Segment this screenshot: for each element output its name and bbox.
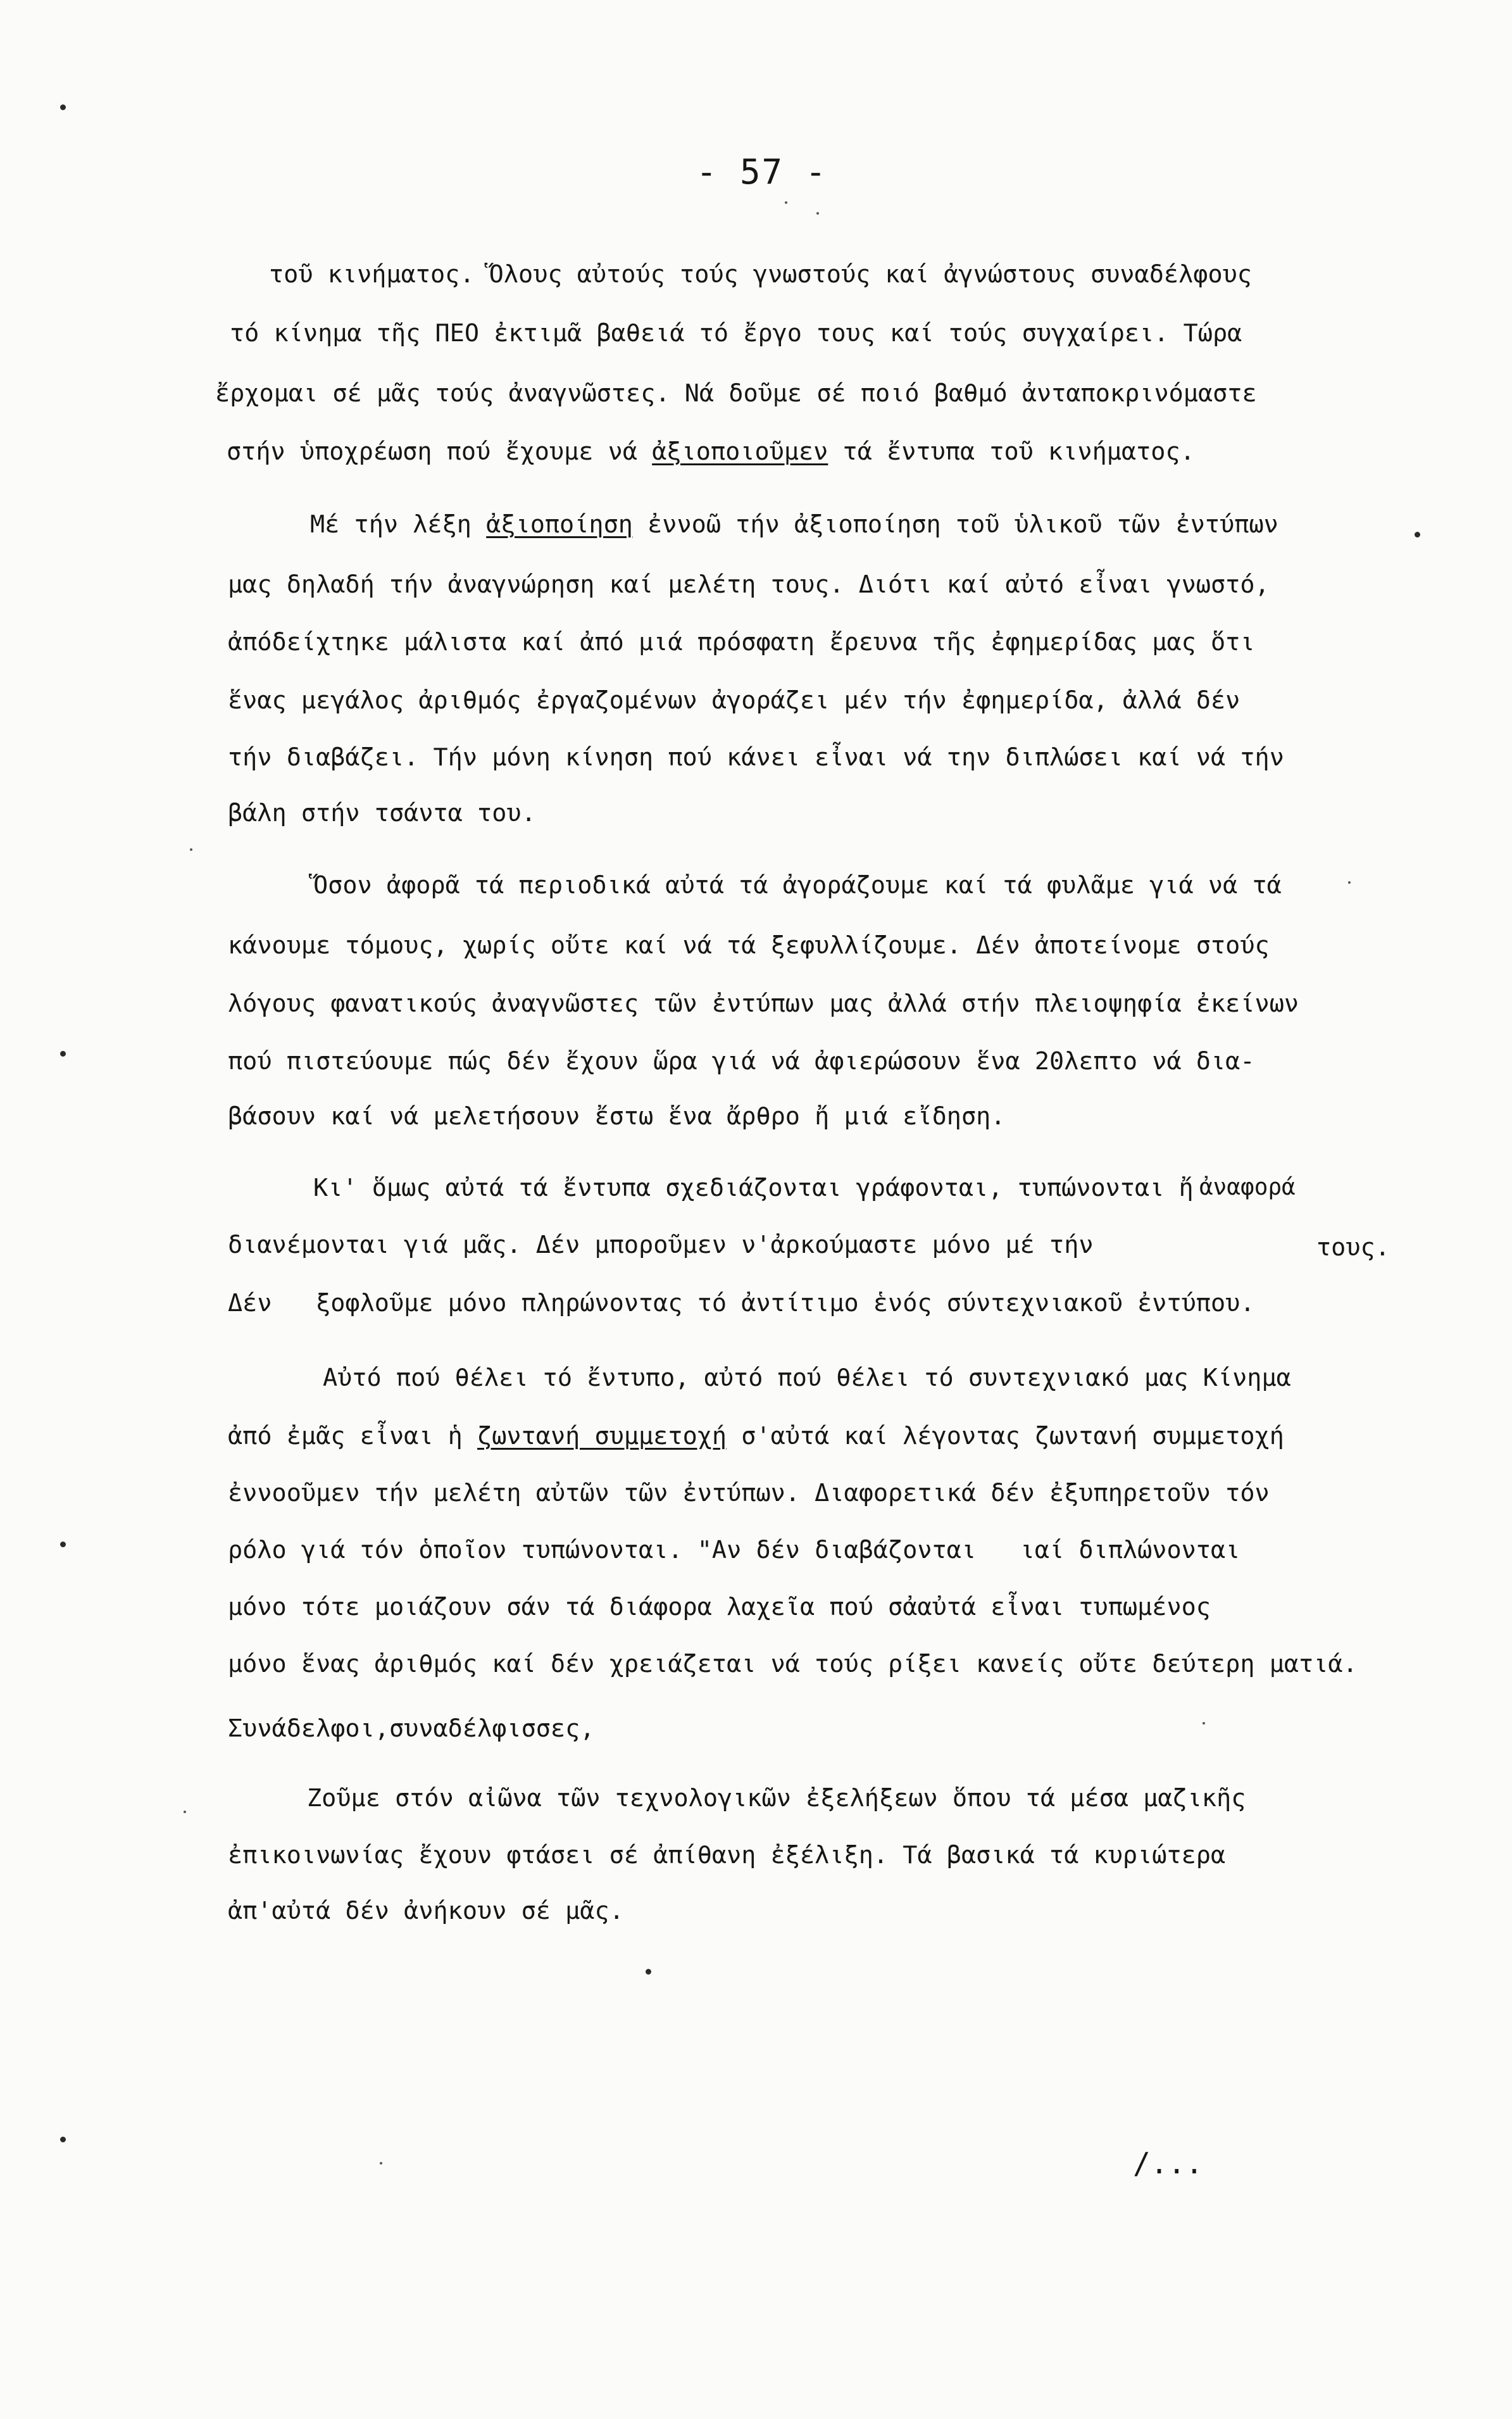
scan-dot bbox=[60, 2137, 66, 2142]
text-segment: στήν ὑποχρέωση πού ἔχουμε νά bbox=[227, 437, 638, 466]
text-line bbox=[227, 437, 1195, 466]
scan-speck bbox=[184, 1811, 186, 1813]
text-line: μόνο τότε μοιάζουν σάν τά διάφορα λαχεῖα πού σἀαὐτά εἶναι τυπωμένος bbox=[228, 1593, 1211, 1621]
text-line: τό κίνημα τῆς ΠΕΟ ἐκτιμᾶ βαθειά τό ἔργο τους καί τούς συγχαίρει. Τώρα bbox=[230, 319, 1242, 348]
text-line: ἐννοοῦμεν τήν μελέτη αὐτῶν τῶν ἐντύπων. Διαφορετικά δέν ἐξυπηρετοῦν τόν bbox=[228, 1479, 1270, 1507]
text-segment: Μέ τήν λέξη bbox=[310, 510, 472, 539]
scan-speck bbox=[1348, 881, 1351, 884]
salutation: Συνάδελφοι,συναδέλφισσες, bbox=[228, 1714, 595, 1743]
text-line: ἐπικοινωνίας ἔχουν φτάσει σέ ἀπίθανη ἐξέλιξη. Τά βασικά τά κυριώτερα bbox=[228, 1841, 1226, 1869]
text-line: Ζοῦμε στόν αἰῶνα τῶν τεχνολογικῶν ἐξελήξεων ὅπου τά μέσα μαζικῆς bbox=[307, 1784, 1246, 1813]
margin-insert: ἀναφορά bbox=[1199, 1174, 1296, 1200]
text-line-end: τους. bbox=[1316, 1233, 1390, 1262]
continuation-mark: /... bbox=[1133, 2146, 1203, 2180]
scan-speck bbox=[816, 212, 819, 215]
scan-dot bbox=[60, 1542, 66, 1547]
text-segment: ἀπό ἐμᾶς εἶναι ἡ bbox=[228, 1422, 463, 1450]
text-line: κάνουμε τόμους, χωρίς οὔτε καί νά τά ξεφυλλίζουμε. Δέν ἀποτείνομε στούς bbox=[228, 931, 1270, 960]
text-line: τοῦ κινήματος. Ὅλους αὐτούς τούς γνωστούς καί ἀγνώστους συναδέλφους bbox=[269, 260, 1252, 289]
text-segment: τά ἔντυπα τοῦ κινήματος. bbox=[828, 437, 1195, 466]
scan-speck bbox=[1203, 1722, 1205, 1725]
text-segment: σ'αὐτά καί λέγοντας ζωντανή συμμετοχή bbox=[727, 1422, 1284, 1450]
text-line: βάσουν καί νά μελετήσουν ἔστω ἕνα ἄρθρο ἤ μιά εἴδηση. bbox=[228, 1102, 1006, 1131]
text-line: ἀπ'αὐτά δέν ἀνήκουν σέ μᾶς. bbox=[228, 1897, 624, 1925]
text-line: τήν διαβάζει. Τήν μόνη κίνηση πού κάνει εἶναι νά την διπλώσει καί νά τήν bbox=[228, 743, 1284, 772]
text-line: λόγους φανατικούς ἀναγνῶστες τῶν ἐντύπων μας ἀλλά στήν πλειοψηφία ἐκείνων bbox=[228, 990, 1299, 1018]
text-line: ἕνας μεγάλος ἀριθμός ἐργαζομένων ἀγοράζει μέν τήν ἐφημερίδα, ἀλλά δέν bbox=[228, 686, 1240, 715]
page-number: - 57 - bbox=[696, 152, 828, 192]
text-line: Αὐτό πού θέλει τό ἔντυπο, αὐτό πού θέλει τό συντεχνιακό μας Κίνημα bbox=[323, 1364, 1291, 1392]
text-line: ἀπόδείχτηκε μάλιστα καί ἀπό μιά πρόσφατη ἔρευνα τῆς ἐφημερίδας μας ὅτι bbox=[228, 628, 1255, 657]
scan-speck bbox=[190, 848, 192, 851]
scan-speck bbox=[785, 201, 787, 204]
underlined-word: ἀξιοποίηση bbox=[486, 510, 633, 539]
scan-dot bbox=[646, 1969, 651, 1975]
text-line: Κι' ὅμως αὐτά τά ἔντυπα σχεδιάζονται γράφονται, τυπώνονται ἤ bbox=[313, 1174, 1194, 1202]
scan-dot bbox=[60, 1051, 66, 1057]
text-segment: ἐννοῶ τήν ἀξιοποίηση τοῦ ὑλικοῦ τῶν ἐντύπων bbox=[632, 510, 1278, 539]
text-line: ἔρχομαι σέ μᾶς τούς ἀναγνῶστες. Νά δοῦμε σέ ποιό βαθμό ἀνταποκρινόμαστε bbox=[215, 379, 1257, 408]
text-line: μόνο ἕνας ἀριθμός καί δέν χρειάζεται νά τούς ρίξει κανείς οὔτε δεύτερη ματιά. bbox=[228, 1650, 1358, 1678]
text-line bbox=[228, 1424, 1284, 1449]
text-line: διανέμονται γιά μᾶς. Δέν μποροῦμεν ν'ἀρκούμαστε μόνο μέ τήν bbox=[228, 1231, 1094, 1259]
scan-dot bbox=[1415, 532, 1420, 537]
text-line: Δέν ξοφλοῦμε μόνο πληρώνοντας τό ἀντίτιμο ἑνός σύντεχνιακοῦ ἐντύπου. bbox=[228, 1289, 1255, 1317]
scan-dot bbox=[60, 104, 66, 110]
text-line: βάλη στήν τσάντα του. bbox=[228, 799, 536, 827]
text-line: πού πιστεύουμε πώς δέν ἔχουν ὥρα γιά νά ἀφιερώσουν ἕνα 20λεπτο νά δια- bbox=[228, 1047, 1255, 1076]
underlined-word: ἀξιοποιοῦμεν bbox=[652, 437, 828, 466]
text-line: μας δηλαδή τήν ἀναγνώρηση καί μελέτη τους. Διότι καί αὐτό εἶναι γνωστό, bbox=[228, 570, 1270, 599]
scan-speck bbox=[380, 2162, 382, 2165]
text-line: Ὅσον ἀφορᾶ τά περιοδικά αὐτά τά ἀγοράζουμε καί τά φυλᾶμε γιά νά τά bbox=[313, 871, 1282, 900]
text-line bbox=[310, 510, 1278, 539]
text-line: ρόλο γιά τόν ὁποῖον τυπώνονται. "Αν δέν διαβάζονται ιαί διπλώνονται bbox=[228, 1536, 1240, 1564]
underlined-phrase: ζωντανή συμμετοχή bbox=[477, 1422, 727, 1450]
